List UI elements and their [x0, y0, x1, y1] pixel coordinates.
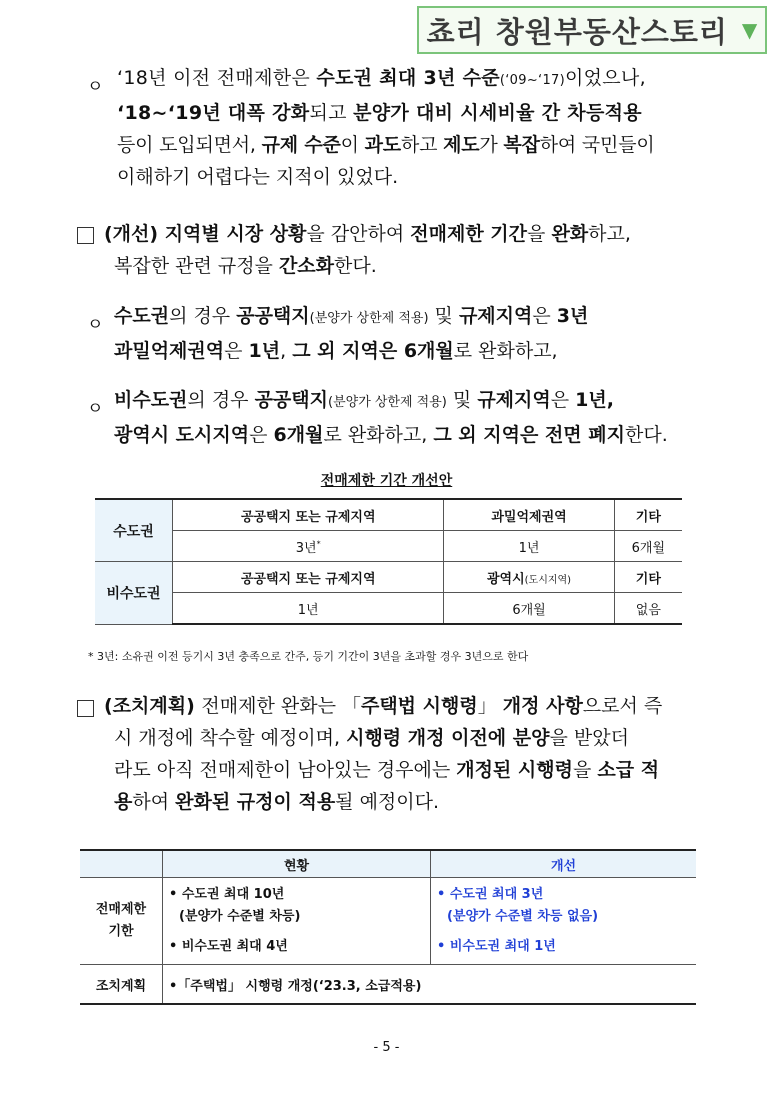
table-cell: 없음: [614, 593, 682, 625]
table-cell: 3년*: [173, 531, 444, 562]
restriction-period-table: [95, 498, 682, 625]
table-caption: 전매제한 기간 개선안: [320, 473, 453, 489]
table-cell: 과밀억제권역: [444, 499, 614, 531]
paragraph-capital: 수도권의 경우 공공택지(분양가 상한제 적용) 및 규제지역은 3년 과밀억제권역은 1년, 그 외 지역은 6개월로 완화하고,: [114, 305, 589, 362]
table-cell: 공공택지 또는 규제지역: [173, 499, 444, 531]
paragraph-improvement: (개선) 지역별 시장 상황을 감안하여 전매제한 기간을 완화하고, 복잡한 관련 규정을 간소화한다.: [104, 223, 631, 277]
table-cell: [80, 850, 163, 878]
table-header-row: [80, 850, 696, 878]
table-row: [95, 499, 682, 531]
header-badge: [417, 6, 767, 54]
bullet-circle: ㅇ: [87, 77, 104, 97]
paragraph-background: ‘18년 이전 전매제한은 수도권 최대 3년 수준(‘09~‘17)이었으나, ‘18~‘19년 대폭 강화되고 분양가 대비 시세비율 간 차등적용 등이 도입되면서, 규제 수준이 과도하고 제도가 복잡하여 국민들이 이해하기 어렵다는 지적이 있었다.: [117, 67, 655, 188]
plan-cell: •「주택법」 시행령 개정(‘23.3, 소급적용): [163, 965, 697, 1005]
table-cell: 광역시(도시지역): [444, 562, 614, 593]
current-cell: • 수도권 최대 10년 (분양가 수준별 차등) • 비수도권 최대 4년: [163, 878, 431, 965]
page-number: - 5 -: [373, 1040, 400, 1055]
table-cell: 1년: [173, 593, 444, 625]
table-row: [80, 878, 696, 965]
paragraph-action-plan: (조치계획) 전매제한 완화는 「주택법 시행령」 개정 사항으로서 즉 시 개정에 착수할 예정이며, 시행령 개정 이전에 분양을 받았더 라도 아직 전매제한이 남아있는 경우에는 개정된 시행령을 소급 적 용하여 완화된 규정이 적용될 예정이다.: [104, 695, 663, 813]
row-label-period: 전매제한 기한: [80, 878, 163, 965]
table-cell: 6개월: [444, 593, 614, 625]
table-cell: 6개월: [614, 531, 682, 562]
table-cell: 기타: [614, 562, 682, 593]
checkbox-square: [77, 700, 94, 717]
header-current: 현황: [163, 850, 431, 878]
table-cell: 기타: [614, 499, 682, 531]
table-row: [80, 965, 696, 1005]
table-row: [95, 531, 682, 562]
chevron-down-icon[interactable]: ▼: [741, 18, 758, 42]
improved-cell: • 수도권 최대 3년 (분양가 수준별 차등 없음) • 비수도권 최대 1년: [431, 878, 697, 965]
table-row: [95, 593, 682, 625]
bullet-circle: ㅇ: [87, 399, 104, 419]
checkbox-square: [77, 227, 94, 244]
table-cell: 1년: [444, 531, 614, 562]
table-row: [95, 562, 682, 593]
header-improved: 개선: [431, 850, 697, 878]
row-header-capital: 수도권: [95, 499, 173, 562]
table-cell: 공공택지 또는 규제지역: [173, 562, 444, 593]
row-label-plan: 조치계획: [80, 965, 163, 1005]
bullet-circle: ㅇ: [87, 315, 104, 335]
row-header-noncapital: 비수도권: [95, 562, 173, 625]
table-footnote: * 3년: 소유권 이전 등기시 3년 충족으로 간주, 등기 기간이 3년을 초과할 경우 3년으로 한다: [88, 650, 529, 663]
comparison-table: [80, 849, 696, 1005]
paragraph-noncapital: 비수도권의 경우 공공택지(분양가 상한제 적용) 및 규제지역은 1년, 광역시 도시지역은 6개월로 완화하고, 그 외 지역은 전면 폐지한다.: [114, 389, 668, 446]
badge-title: 쵸리 창원부동산스토리: [426, 14, 728, 49]
